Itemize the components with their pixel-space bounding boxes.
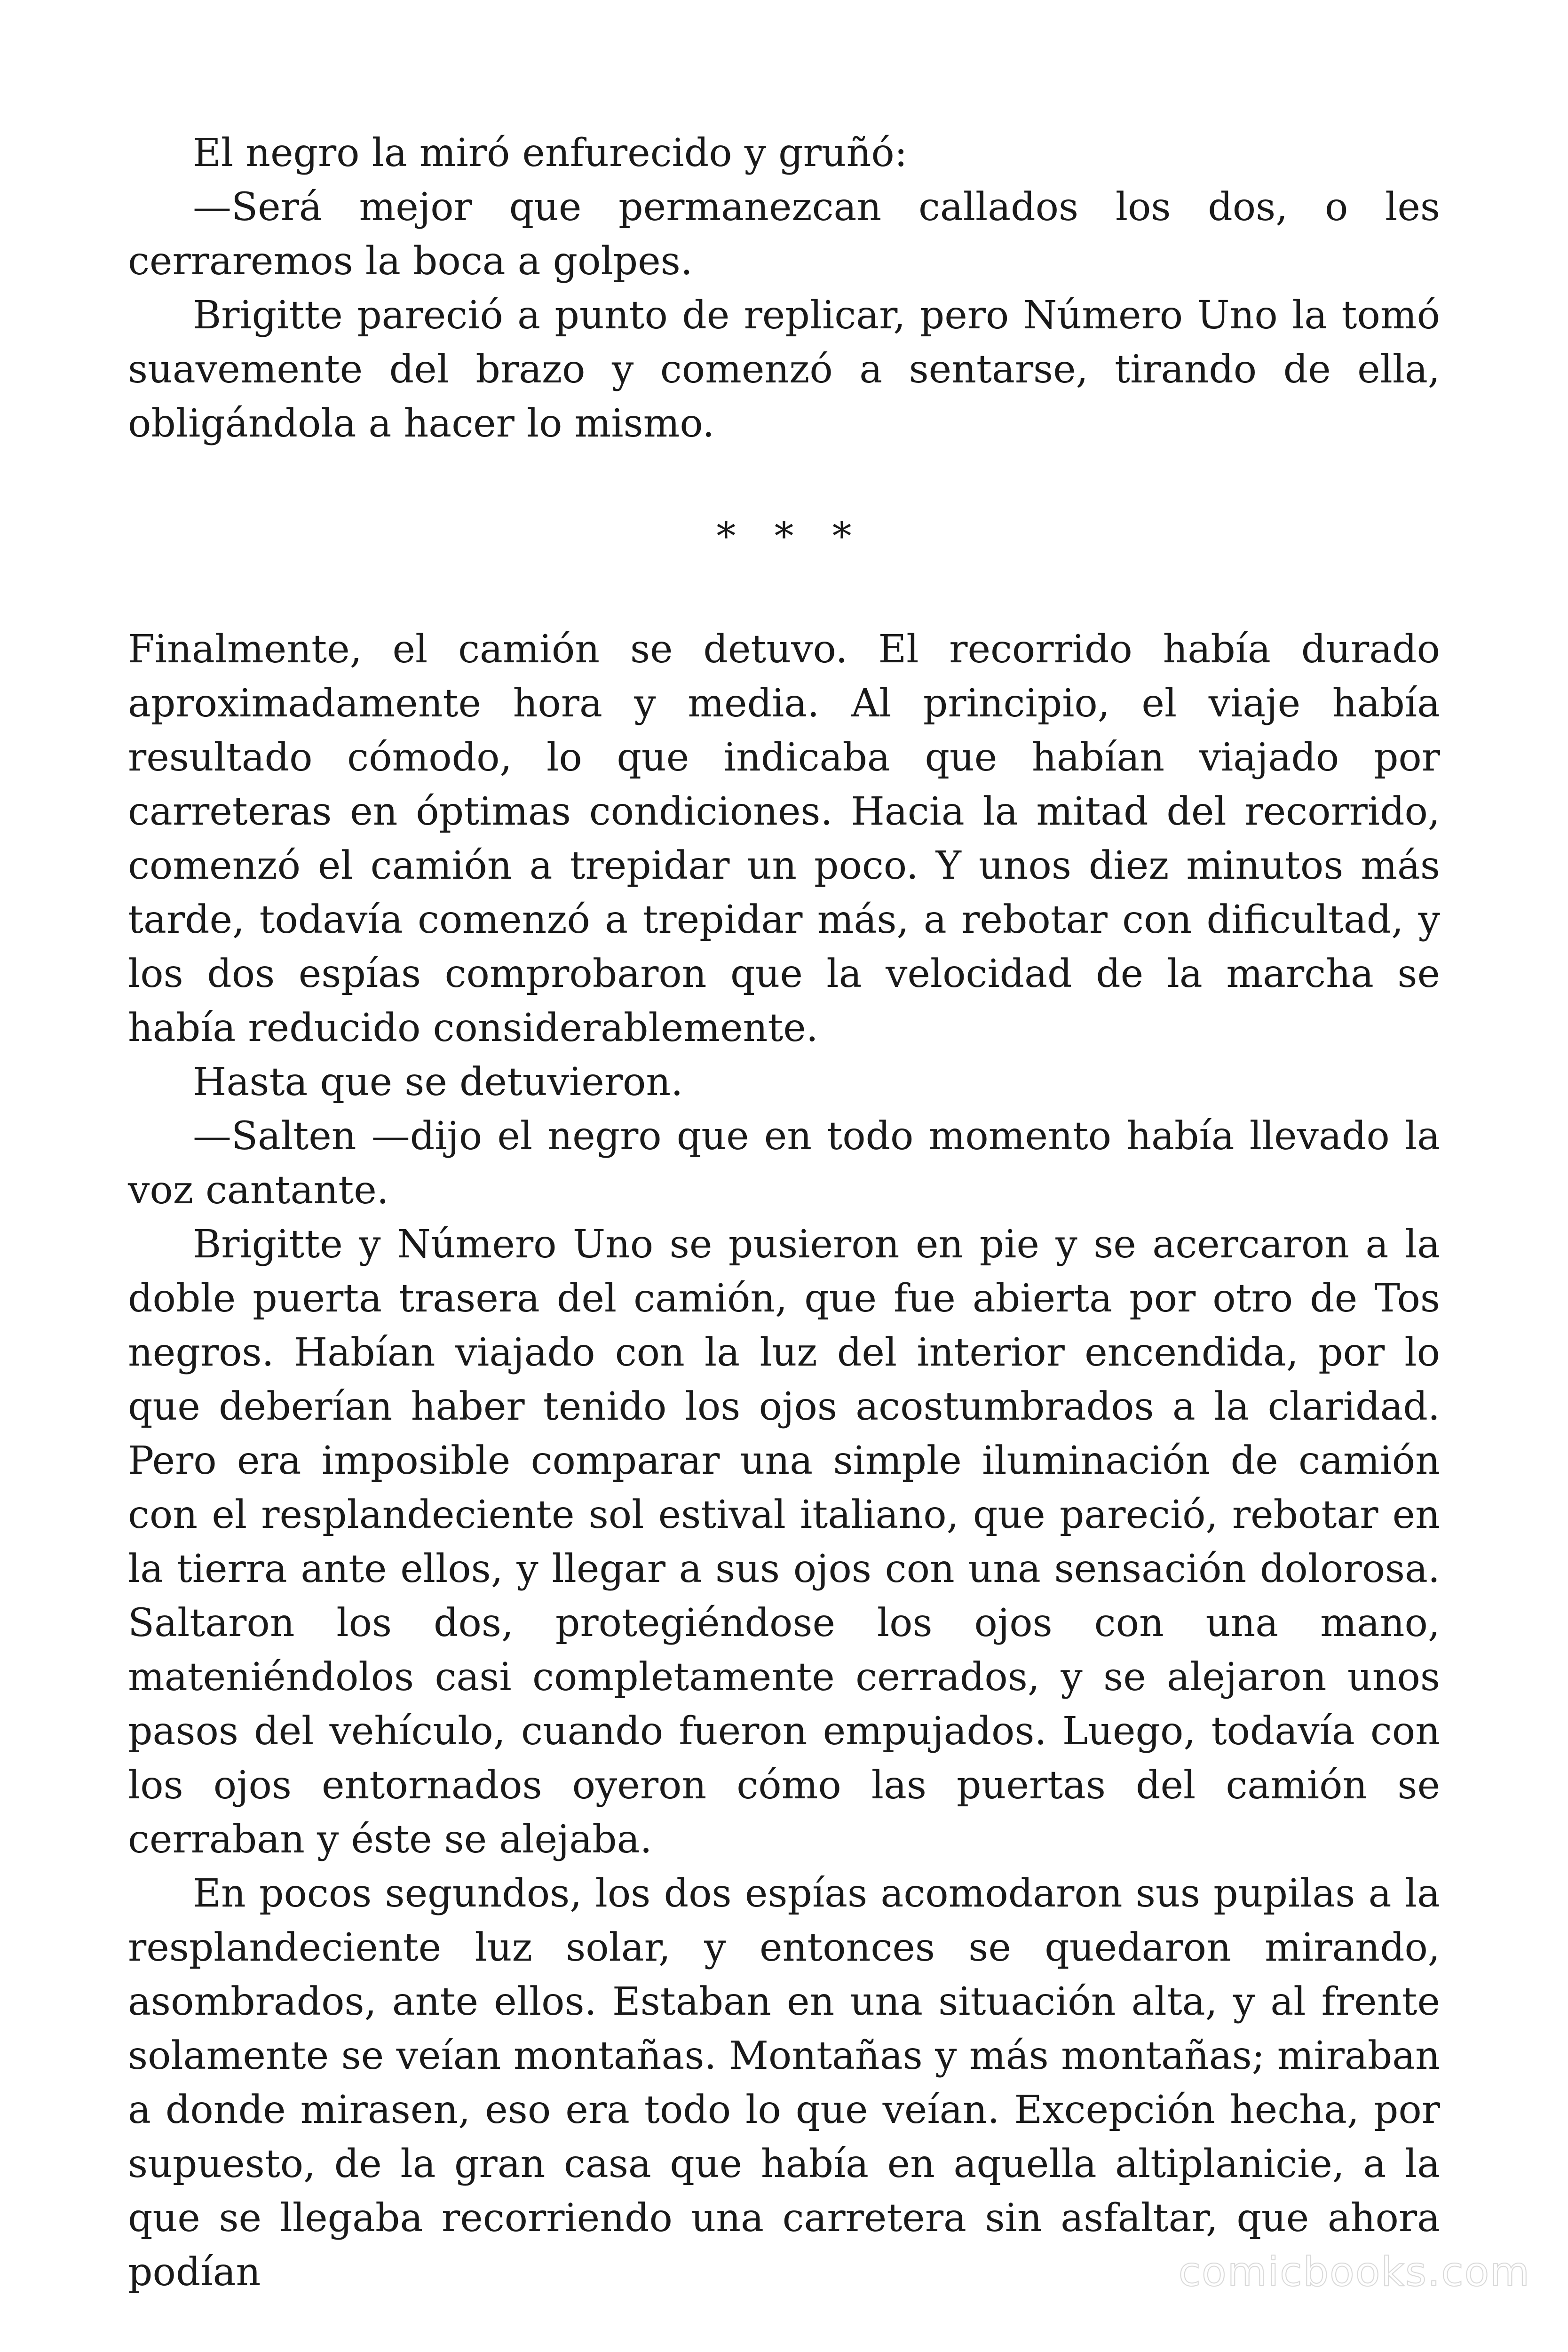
paragraph: El negro la miró enfurecido y gruñó: xyxy=(193,131,908,175)
paragraph: Brigitte y Número Uno se pusieron en pie y se acercaron a la doble puerta trasera del camión, que fue abierta por otro de Tos negros. Habían viajado con la luz del interior encendida, por lo que deberían haber tenido los ojos acostumbrados a la claridad. Pero era imposible comparar una simple iluminación de camión con el resplandeciente sol estival italiano, que pareció, rebotar en la tierra ante ellos, y llegar a sus ojos con una sensación dolorosa. Saltaron los dos, protegiéndose los ojos con una mano, mateniéndolos casi completamente cerrados, y se alejaron unos pasos del vehículo, cuando fueron empujados. Luego, todavía con los ojos entornados oyeron cómo las puertas del camión se cerraban y éste se alejaba. xyxy=(128,1222,1440,1862)
watermark: comicbooks.com xyxy=(1178,2249,1530,2296)
book-page xyxy=(128,126,1440,2299)
paragraph: En pocos segundos, los dos espías acomodaron sus pupilas a la resplandeciente luz solar, y entonces se quedaron mirando, asombrados, ante ellos. Estaban en una situación alta, y al frente solamente se veían montañas. Montañas y más montañas; miraban a donde mirasen, eso era todo lo que veían. Excepción hecha, por supuesto, de la gran casa que había en aquella altiplanicie, a la que se llegaba recorriendo una carretera sin asfaltar, que ahora podían xyxy=(128,1871,1440,2295)
paragraph: —Salten —dijo el negro que en todo momento había llevado la voz cantante. xyxy=(128,1114,1440,1213)
paragraph: Brigitte pareció a punto de replicar, pero Número Uno la tomó suavemente del brazo y comenzó a sentarse, tirando de ella, obligándola a hacer lo mismo. xyxy=(128,293,1440,446)
paragraph: Hasta que se detuvieron. xyxy=(193,1060,683,1104)
text-block-top xyxy=(128,126,1440,451)
scene-break: * * * xyxy=(716,514,865,559)
paragraph: Finalmente, el camión se detuvo. El recorrido había durado aproximadamente hora y media. Al principio, el viaje había resultado cómodo, lo que indicaba que habían viajado por carreteras en óptimas condiciones. Hacia la mitad del recorrido, comenzó el camión a trepidar un poco. Y unos diez minutos más tarde, todavía comenzó a trepidar más, a rebotar con dificultad, y los dos espías comprobaron que la velocidad de la marcha se había reducido considerablemente. xyxy=(128,627,1440,1050)
text-block-bottom xyxy=(128,622,1440,2299)
paragraph: —Será mejor que permanezcan callados los dos, o les cerraremos la boca a golpes. xyxy=(128,185,1440,284)
